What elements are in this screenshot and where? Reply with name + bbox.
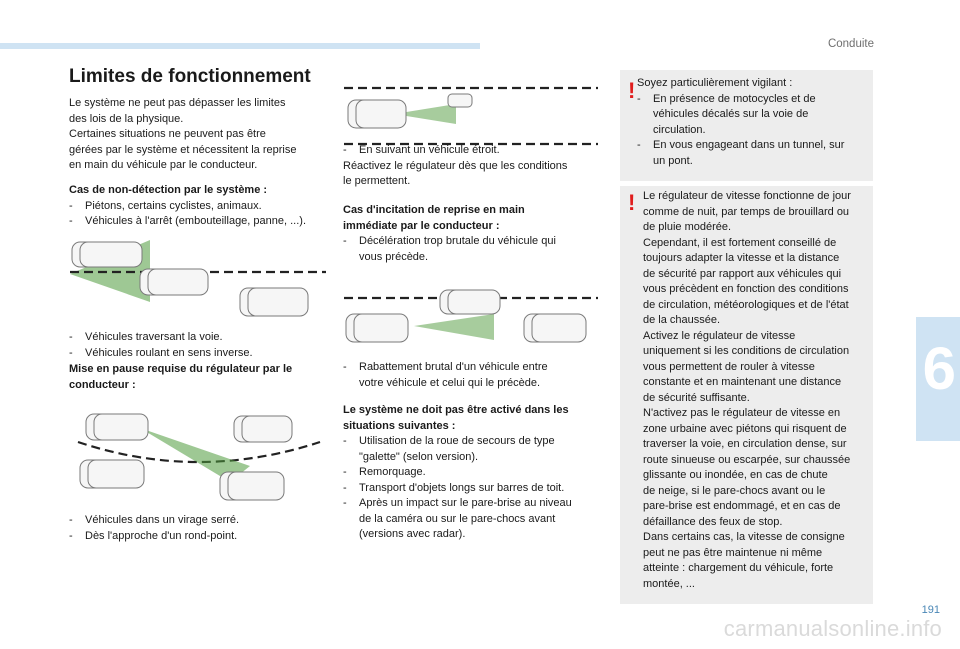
sharp-curve-illustration [70,402,326,506]
list-item: - Décélération trop brutale du véhicule qui vous précède. [343,234,605,265]
note-line: peut ne pas être maintenue ni même [643,546,823,559]
intro-paragraph: Le système ne peut pas dépasser les limites des lois de la physique. Certaines situations ne peuvent pas être gérées par le système et nécessitent la reprise en main du véhicule par le conducteur. [69,97,297,171]
incitation-block: Cas d'incitation de reprise en main immédiate par le conducteur : - Décélération trop brutale du véhicule qui vous précède. [343,203,605,265]
note-line: comme de nuit, par temps de brouillard ou [643,205,850,218]
note-line: défaillance des feux de stop. [643,515,783,528]
note-line: pare-brise est endommagé, et en cas de [643,500,841,512]
nondetect-block [69,183,339,230]
cut-in-list [343,360,605,391]
section-name: Conduite [827,38,874,50]
note-line: Cependant, il est fortement conseillé de [643,236,837,249]
watermark: carmanualsonline.info [723,616,942,641]
note-line: Activez le régulateur de vitesse [643,329,796,342]
list-item: - En présence de motocycles et de véhicules décalés sur la voie de circulation. [637,92,869,139]
note-line: atteinte : chargement du véhicule, forte [643,562,834,574]
note-line: N'activez pas le régulateur de vitesse en [643,407,841,419]
page-title: Limites de fonctionnement [69,66,311,87]
pause-list [69,513,339,544]
note-line: de sécurité par rapport aux véhicules qui [643,267,842,280]
list-item: - Véhicules dans un virage serré. [69,513,339,529]
cruise-control-text [643,189,871,592]
note-line: route sinueuse ou escarpée, sur chaussée [643,453,851,466]
list-item: - Véhicules traversant la voie. [69,330,339,346]
note-line: de la chaussée. [643,314,721,326]
crossing-list [69,330,339,361]
list-item: - En vous engageant dans un tunnel, sur un pont. [637,138,869,169]
note-line: de neige, si le pare-chocs avant ou le [643,484,826,497]
note-line: de circulation, météorologiques et de l'état [643,298,849,311]
list-item: - Transport d'objets longs sur barres de toit. [343,481,605,497]
stopped-traffic-illustration [70,236,326,324]
list-item: - Après un impact sur le pare-brise au niveau de la caméra ou sur le pare-chocs avant (versions avec radar). [343,496,605,543]
note-line: traverser la voie, en circulation dense, sur [643,438,847,450]
note-line: vous précèdent en fonction des conditions [643,283,849,295]
note-line: constante et en maintenant une distance [643,376,842,388]
note-line: de sécurité suffisante. [643,391,750,404]
note-line: de pluie modérée. [643,221,732,233]
vigilance-text: Soyez particulièrement vigilant : - En présence de motocycles et de véhicules décalés sur la voie de circulation. - En vous engageant dans un tunnel, sur un pont. [637,76,869,169]
list-item: - Piétons, certains cyclistes, animaux. [69,199,339,215]
narrow-block: - En suivant un véhicule étroit. Réactivez le régulateur dès que les conditions le permettent. [343,143,605,190]
list-item: - Véhicules à l'arrêt (embouteillage, panne, ...). [69,214,339,230]
note-line: toujours adapter la vitesse et la distance [643,252,840,264]
narrow-vehicle-illustration [344,84,598,146]
pause-heading: Mise en pause requise du régulateur par le conducteur : [69,363,293,391]
chapter-number: 6 [922,335,956,402]
warning-icon: ! [628,78,636,103]
note-line: vous permettent de rouler à vitesse [643,360,815,373]
note-line: uniquement si les conditions de circulation [643,345,850,357]
note-line: zone urbaine avec piétons qui risquent de [643,422,847,435]
list-item: - En suivant un véhicule étroit. [343,143,605,159]
list-item: - Remorquage. [343,465,605,481]
list-item: - Dès l'approche d'un rond-point. [69,529,339,545]
not-active-block: Le système ne doit pas être activé dans les situations suivantes : - Utilisation de la roue de secours de type "galette" (selon version). - Remorquage. - Transport d'objets longs sur barres de toit. - Après un impact sur le pare-brise au niveau de la caméra ou sur le pare-chocs avant (versions avec radar). [343,403,605,543]
note-line: Dans certains cas, la vitesse de consigne [643,531,845,543]
page-number: 191 [921,604,940,616]
list-item: - Rabattement brutal d'un véhicule entre votre véhicule et celui qui le précède. [343,360,605,391]
warning-icon: ! [628,190,636,215]
list-item: - Véhicules roulant en sens inverse. [69,346,339,362]
note-line: Le régulateur de vitesse fonctionne de jour [643,190,851,202]
header-bar [0,43,480,49]
nondetect-heading: Cas de non-détection par le système : [69,184,268,196]
note-line: glissante ou inondée, en cas de chute [643,469,828,481]
cut-in-illustration [344,286,598,346]
note-line: montée, ... [643,577,695,590]
list-item: - Utilisation de la roue de secours de type "galette" (selon version). [343,434,605,465]
